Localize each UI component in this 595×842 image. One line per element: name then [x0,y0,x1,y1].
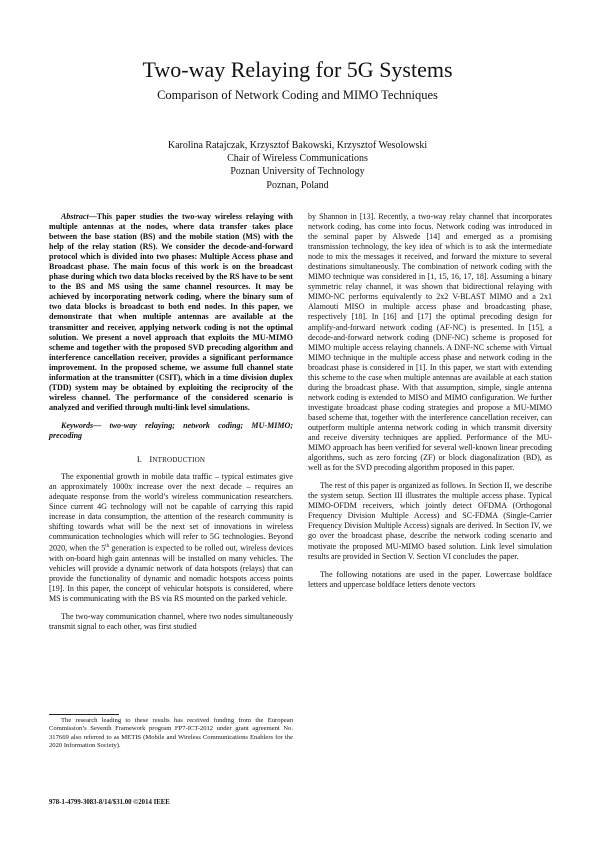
funding-footnote: The research leading to these results has received funding from the European Commission’s Seventh Framework program FP7-ICT-2012 under grant agreement No. 317669 also referred to as METIS (Mobile and Wireless Communications Enablers for the 2020 Information Society). [49,717,293,750]
isbn-copyright: 978-1-4799-3083-8/14/$31.00 ©2014 IEEE [49,799,170,806]
keywords: Keywords— two-way relaying; network coding; MU-MIMO; precoding [49,420,293,440]
paper-subtitle: Comparison of Network Coding and MIMO Techniques [157,88,438,102]
author-block [0,139,595,192]
affiliation-chair: Chair of Wireless Communications [227,153,368,165]
intro-paragraph-3: by Shannon in [13]. Recently, a two-way relay channel that incorporates network coding, has come into focus. Network coding was introduced in the seminal paper by Alswede [14] and emerged as a promising transmission technology, the key idea of which is to ask the intermediate node to mix the messages it received, and forward the mixture to several destinations simultaneously. The combination of network coding with the MIMO technique was considered in [1, 15, 16, 17, 18]. Assuming a binary symmetric relay channel, it was shown that bidirectional relaying with MIMO-NC performs equivalently to 2x2 V-BLAST MIMO and a 2x1 Alamouti MISO in multiple access phase and broadcasting phase, respectively [18]. In [16] and [17] the optimal precoding design for amplify-and-forward network coding (AF-NC) is presented. In [15], a decode-and-forward network coding (DNF-NC) scheme is proposed for MIMO multiple access relaying channels. A DNF-NC scheme with Virtual MIMO technique in the multiple access phase and network coding in the broadcast phase is considered in [1]. In this paper, we start with extending this scheme to the case when multiple antennas are available at each station during the broadcast phase. With that assumption, simple, single antenna network coding is extended to MISO and MIMO configuration. We further investigate broadcast phase coding strategies and propose a MU-MIMO based scheme that, together with the interference cancellation receiver, can outperform multiple antenna network coding in which transmit diversity and receive diversity techniques are applied. Performance of the MU-MIMO approach has been verified for several well-known linear precoding algorithms, such as zero forcing (ZF) or block diagonalization (BD), as well as for the SVD precoding algorithm proposed in this paper. [308,212,552,473]
abstract-text: —This paper studies the two-way wireless relaying with multiple antennas at the nodes, where data transfer takes place between the base station (BS) and the mobile station (MS) with the help of the relay station (RS). We consider the decode-and-forward protocol which is divided into two phases: Multiple Access phase and Broadcast phase. The main focus of this work is on the broadcast phase during which two data blocks received by the RS have to be sent to the BS and MS using the same channel resources. It may be achieved by incorporating network coding, where the binary sum of two data blocks is broadcast to both end nodes. In this paper, we demonstrate that when multiple antennas are available at the transmitter and receiver, applying network coding is not the optimal solution. We present a novel approach that exploits the MU-MIMO scheme and together with the proposed SVD precoding algorithm and interference cancellation receiver, provides a significant performance improvement. In the proposed scheme, we assume full channel state information at the transmitter (CSIT), which in a time division duplex (TDD) system may be obtained by exploiting the reciprocity of the wireless channel. The performance of the considered scenario is analyzed and verified through multi-link level simulations. [49,212,293,412]
abstract [49,212,293,413]
paper-title: Two-way Relaying for 5G Systems [142,57,453,82]
author-names: Karolina Ratajczak, Krzysztof Bakowski, Krzysztof Wesolowski [167,140,428,151]
intro-paragraph-2: The two-way communication channel, where two nodes simultaneously transmit signal to each other, was first studied [49,612,293,632]
affiliation-location: Poznan, Poland [266,179,329,191]
footnote-rule [49,714,119,715]
notation-paragraph: The following notations are used in the paper. Lowercase boldface letters and uppercase boldface letters denote vectors [308,569,552,589]
abstract-lead: Abstract [61,212,89,221]
intro-paragraph-1: The exponential growth in mobile data traffic – typical estimates give an approximately 1000x increase over the next decade – requires an adequate response from the world’s wireless communication researchers. Since current 4G technology will not be capable of carrying this rapid increase in data consumption, the attention of the research community is shifting towards what will be the next set of innovations in wireless communication technologies which will refer to 5G technologies. Beyond 2020, when the 5th generation is expected to be rolled out, wireless devices with on-board high gain antennas will be installed on many vehicles. The vehicles will provide a dynamic network of data hotspots (relays) that can provide the functionality of dynamic and nomadic hotspots access points [19]. In this paper, the concept of vehicular hotspots is considered, where MS is communicating with the BS via RS mounted on the parked vehicle. [49,472,293,604]
section-heading-introduction: I. INTRODUCTION [136,454,206,465]
right-column [308,212,552,590]
organization-paragraph: The rest of this paper is organized as follows. In Section II, we describe the system setup. Section III illustrates the multiple access phase. Typical MIMO-OFDM receivers, which jointly detect OFDMA (Orthogonal Frequency Division Multiple Access) and SC-FDMA (Single-Carrier Frequency Division Multiple Access) signals are derived. In Section IV, we go over the broadcast phase, describe the network coding scenario and motivate the proposed MU-MIMO based solution. Link level simulation results are provided in Section V. Section VI concludes the paper. [308,481,552,561]
affiliation-university: Poznan University of Technology [230,166,365,178]
left-column [49,212,293,632]
